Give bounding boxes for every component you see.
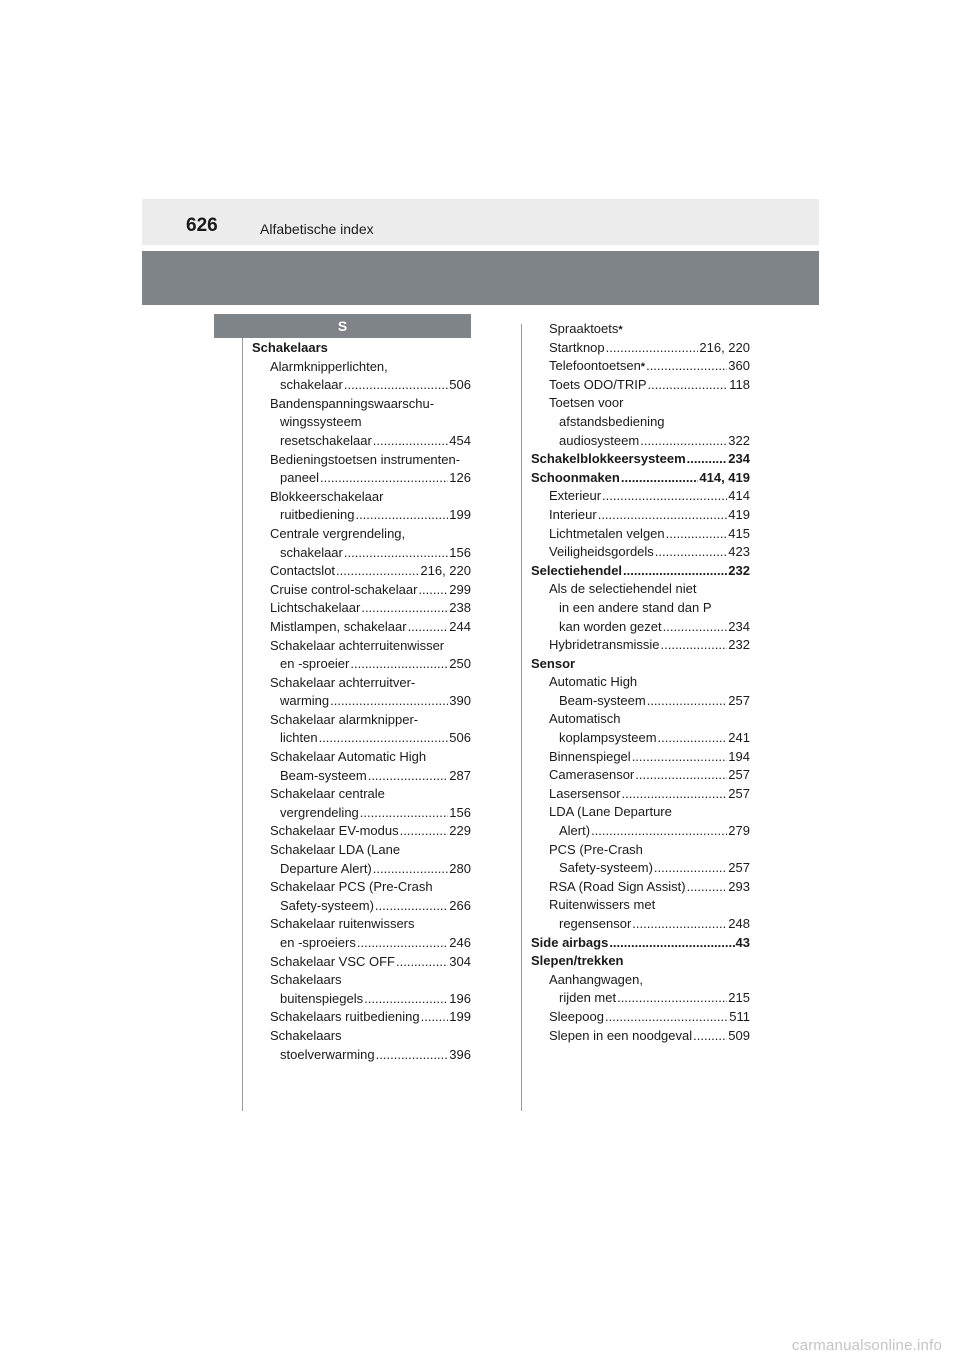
section-letter-tab: S (214, 314, 471, 338)
index-entry-term: Startknop (549, 339, 605, 355)
header-bar (142, 199, 819, 245)
index-entry (531, 841, 750, 860)
index-entry (252, 767, 471, 786)
index-entry (252, 339, 471, 358)
index-entry-page: 293 (728, 878, 750, 894)
index-entry (252, 953, 471, 972)
index-entry-page: 322 (728, 432, 750, 448)
index-entry (252, 971, 471, 990)
index-entry-page: 257 (728, 860, 750, 876)
index-entry (252, 655, 471, 674)
index-entry (531, 878, 750, 897)
index-entry-term: schakelaar (280, 377, 343, 393)
index-entry-term: RSA (Road Sign Assist) (549, 878, 686, 894)
dot-leader (605, 1008, 728, 1027)
index-entry-page: 248 (728, 916, 750, 931)
index-entry (531, 710, 750, 729)
index-entry-term: Schakelaar LDA (Lane (270, 842, 401, 858)
middle-column-rule (521, 324, 522, 1111)
index-entry-term: Automatisch (549, 711, 621, 727)
dot-leader (350, 655, 448, 674)
dot-leader (609, 934, 734, 953)
index-entry: Spraaktoets * (531, 320, 750, 339)
index-entry-page: 299 (449, 581, 471, 597)
index-entry (531, 896, 750, 915)
index-entry-term: Lichtschakelaar (270, 600, 361, 616)
index-entry-term: regensensor (559, 916, 632, 931)
index-entry-page: 43 (735, 934, 750, 950)
index-entry (531, 673, 750, 692)
index-entry (252, 674, 471, 693)
index-entry-term: Veiligheidsgordels (549, 544, 654, 560)
index-entry-term: Interieur (549, 506, 597, 522)
index-entry (252, 990, 471, 1009)
index-entry-term: Beam-systeem (559, 692, 646, 708)
index-entry-page: 279 (728, 823, 750, 839)
index-entry-term: Schakelaars (252, 340, 328, 355)
index-entry-term: Schakelaar achterruitenwisser (270, 637, 445, 653)
index-entry (252, 581, 471, 600)
index-entry-term: Contactslot (270, 563, 336, 579)
dot-leader (421, 1008, 449, 1027)
index-entry-term: paneel (280, 470, 320, 486)
index-entry-term: Schakelblokkeersysteem (531, 451, 686, 467)
index-entry (252, 785, 471, 804)
dot-leader (661, 636, 728, 655)
page-number: 626 (186, 215, 218, 236)
index-entry-term: Lasersensor (549, 785, 621, 801)
dot-leader (598, 506, 728, 525)
index-entry (531, 487, 750, 506)
index-entry (252, 618, 471, 637)
index-entry-page: 304 (449, 953, 471, 969)
index-entry (531, 785, 750, 804)
index-entry-term: Centrale vergrendeling, (270, 525, 406, 541)
index-entry-page: 156 (449, 544, 471, 560)
index-entry (252, 860, 471, 879)
index-entry-term: Toets ODO/TRIP (549, 376, 647, 392)
index-entry-page: 511 (729, 1008, 750, 1024)
index-entry-page: 506 (449, 377, 471, 393)
index-entry-term: Schakelaar Automatic High (270, 749, 427, 765)
index-entry-term: Bedieningstoetsen instrumenten- (270, 451, 461, 467)
index-entry-term: PCS (Pre-Crash (549, 841, 643, 857)
index-entry-term: ruitbediening (280, 507, 355, 523)
index-entry (252, 451, 471, 470)
dot-leader (357, 934, 448, 953)
dot-leader (617, 989, 727, 1008)
dot-leader (658, 729, 728, 748)
index-entry-term: Toetsen voor (549, 395, 624, 411)
index-entry-page: 156 (449, 804, 471, 820)
index-entry (531, 413, 750, 432)
dot-leader (654, 859, 727, 878)
dot-leader (361, 599, 448, 618)
index-entry-page: 194 (728, 748, 750, 764)
dot-leader (400, 822, 449, 841)
index-entry-page: 414 (728, 488, 750, 504)
index-entry-page: 257 (728, 767, 750, 783)
dot-leader (648, 376, 729, 395)
index-entry (531, 952, 750, 971)
section-band (142, 251, 819, 305)
index-entry-term: afstandsbediening (559, 413, 665, 429)
index-entry-term: rijden met (559, 990, 617, 1006)
dot-leader (344, 376, 448, 395)
index-entry (531, 934, 750, 953)
index-entry-term: buitenspiegels (280, 990, 364, 1006)
index-entry (252, 488, 471, 507)
index-entry (252, 637, 471, 656)
index-entry-term: Beam-systeem (280, 767, 367, 783)
index-entry (252, 934, 471, 953)
index-entry-term: in een andere stand dan P (559, 599, 712, 615)
index-entry (252, 822, 471, 841)
index-entry (531, 859, 750, 878)
index-entry (252, 599, 471, 618)
dot-leader (632, 748, 728, 767)
index-entry-page: 196 (449, 990, 471, 1006)
dot-leader (621, 469, 699, 488)
index-entry-page: 126 (449, 470, 471, 486)
index-entry-page: 118 (729, 376, 750, 392)
index-entry (531, 915, 750, 934)
dot-leader (591, 822, 727, 841)
index-entry-page: 419 (728, 506, 750, 522)
index-entry-page: 199 (449, 1009, 471, 1025)
index-entry-page: 229 (449, 823, 471, 839)
index-entry-page: 266 (449, 897, 471, 913)
index-entry (531, 766, 750, 785)
dot-leader (693, 1027, 727, 1046)
index-entry-page: 216, 220 (699, 339, 750, 355)
index-entry-term: Telefoontoetsen (549, 358, 641, 374)
index-entry (531, 525, 750, 544)
index-entry-term: warming (280, 693, 330, 709)
index-entry-term: Camerasensor (549, 767, 635, 783)
index-entry-page: 246 (449, 935, 471, 950)
index-entry (531, 580, 750, 599)
left-column-rule (242, 338, 243, 1111)
index-entry (252, 1027, 471, 1046)
index-entry-term: Side airbags (531, 934, 609, 950)
index-entry-page: 234 (728, 451, 750, 467)
dot-leader (319, 729, 449, 748)
index-entry (531, 1008, 750, 1027)
watermark-logo: carmanualsonline.info (791, 1337, 942, 1354)
index-entry-page: 215 (728, 990, 750, 1006)
index-entry (252, 748, 471, 767)
dot-leader (373, 432, 449, 451)
index-entry-term: lichten (280, 730, 318, 746)
dot-leader (373, 860, 449, 879)
index-entry (252, 1046, 471, 1065)
index-entry-term: Schakelaar alarmknipper- (270, 711, 419, 727)
index-column-right (531, 320, 750, 1045)
dot-leader (418, 581, 448, 600)
index-entry-page: 454 (449, 432, 471, 448)
index-entry-term: Schakelaar centrale (270, 786, 385, 802)
index-entry (252, 562, 471, 581)
index-entry (531, 655, 750, 674)
index-entry (252, 432, 471, 451)
dot-leader (355, 506, 448, 525)
index-entry-page: 280 (449, 860, 471, 876)
index-entry (252, 711, 471, 730)
dot-leader (344, 544, 448, 563)
index-entry-term: Schakelaars ruitbediening (270, 1009, 420, 1025)
index-entry-page: 232 (728, 637, 750, 653)
index-entry-term: Lichtmetalen velgen (549, 525, 665, 541)
index-entry (531, 562, 750, 581)
index-entry-term: Schakelaars (270, 972, 342, 988)
dot-leader (376, 1046, 449, 1065)
index-entry (252, 804, 471, 823)
dot-leader (375, 897, 448, 916)
index-entry-page: 287 (449, 767, 471, 783)
index-entry-page: 241 (728, 730, 750, 746)
page-title: Alfabetische index (260, 221, 374, 237)
index-entry-term: Mistlampen, schakelaar (270, 618, 407, 634)
dot-leader (640, 432, 727, 451)
index-entry (252, 525, 471, 544)
index-entry-term: Departure Alert) (280, 860, 372, 876)
index-entry (252, 841, 471, 860)
dot-leader (646, 357, 727, 376)
index-entry-term: Schakelaar PCS (Pre-Crash (270, 879, 433, 895)
index-entry-term: Slepen in een noodgeval (549, 1027, 693, 1043)
index-entry-term: wingssysteem (280, 414, 362, 430)
index-entry (531, 599, 750, 618)
index-entry-term: Safety-systeem) (280, 897, 374, 913)
index-entry-term: Schoonmaken (531, 469, 620, 485)
dot-leader (687, 878, 728, 897)
index-entry-term: kan worden gezet (559, 618, 662, 634)
index-entry-term: Schakelaar achterruitver- (270, 674, 416, 690)
index-entry (531, 989, 750, 1008)
dot-leader (663, 618, 728, 637)
index-entry-page: 199 (449, 507, 471, 523)
dot-leader (396, 953, 448, 972)
index-entry-term: Exterieur (549, 488, 602, 504)
index-entry (252, 878, 471, 897)
index-entry-term: Safety-systeem) (559, 860, 653, 876)
index-entry (252, 469, 471, 488)
index-entry (252, 915, 471, 934)
index-entry-term: vergrendeling (280, 804, 359, 820)
index-entry-term: Spraaktoets (549, 321, 619, 336)
dot-leader (622, 785, 728, 804)
index-entry-page: 360 (728, 358, 750, 374)
dot-leader (635, 766, 727, 785)
index-entry-page: 423 (728, 544, 750, 560)
index-entry-page: 232 (728, 562, 750, 578)
index-entry (531, 376, 750, 395)
index-entry-term: Sleepoog (549, 1008, 604, 1024)
index-entry-term: Schakelaar EV-modus (270, 823, 399, 839)
index-entry-term: Schakelaars (270, 1027, 342, 1043)
index-entry (252, 395, 471, 414)
index-entry (531, 822, 750, 841)
index-entry-term: Ruitenwissers met (549, 897, 656, 913)
index-entry-term: stoelverwarming (280, 1046, 375, 1062)
index-entry-page: 257 (728, 785, 750, 801)
index-entry (252, 729, 471, 748)
index-entry-term: resetschakelaar (280, 432, 372, 448)
index-entry (531, 450, 750, 469)
index-entry (531, 394, 750, 413)
dot-leader (655, 543, 728, 562)
index-entry-term: Schakelaar VSC OFF (270, 953, 395, 969)
index-entry (252, 544, 471, 563)
index-entry-term: koplampsysteem (559, 730, 657, 746)
index-entry-page: 250 (449, 656, 471, 672)
index-entry-term: Automatic High (549, 674, 638, 690)
index-entry-page: 509 (728, 1027, 750, 1043)
index-entry-term: Blokkeerschakelaar (270, 488, 384, 504)
index-entry (252, 692, 471, 711)
index-entry-term: Cruise control-schakelaar (270, 581, 418, 597)
dot-leader (666, 525, 728, 544)
index-entry-term: Alert) (559, 823, 591, 839)
index-entry (531, 636, 750, 655)
index-entry-page: 216, 220 (420, 563, 471, 579)
index-entry-page: 390 (449, 693, 471, 709)
index-entry (252, 413, 471, 432)
index-entry (252, 358, 471, 377)
dot-leader (364, 990, 448, 1009)
index-entry-page: 414, 419 (699, 469, 750, 485)
dot-leader (330, 692, 448, 711)
index-entry-term: schakelaar (280, 544, 343, 560)
index-entry (531, 339, 750, 358)
index-entry-term: Bandenspanningswaarschu- (270, 395, 435, 411)
index-entry-page: 257 (728, 692, 750, 708)
index-entry (252, 506, 471, 525)
index-entry-term: audiosysteem (559, 432, 640, 448)
index-entry-term: Als de selectiehendel niet (549, 581, 697, 597)
dot-leader (368, 767, 449, 786)
index-entry (252, 1008, 471, 1027)
index-entry (252, 897, 471, 916)
index-entry (531, 803, 750, 822)
index-entry-page: 415 (728, 525, 750, 541)
index-entry-term: Sensor (531, 655, 576, 671)
dot-leader (336, 562, 419, 581)
index-entry-term: en -sproeiers (280, 935, 356, 950)
index-entry (531, 543, 750, 562)
index-entry-term: Selectiehendel (531, 562, 623, 578)
index-entry: Telefoontoetsen * ..... 360 (531, 357, 750, 376)
dot-leader (687, 450, 728, 469)
index-entry-page: 244 (449, 618, 471, 634)
index-entry (531, 971, 750, 990)
index-entry (531, 692, 750, 711)
index-entry-term: LDA (Lane Departure (549, 804, 672, 820)
index-entry-term: Slepen/trekken (531, 953, 624, 969)
index-entry-page: 238 (449, 600, 471, 616)
index-entry-page: 234 (728, 618, 750, 634)
index-entry-page: 396 (449, 1046, 471, 1062)
index-entry-term: Alarmknipperlichten, (270, 358, 388, 374)
dot-leader (647, 692, 728, 711)
index-entry-term: Schakelaar ruitenwissers (270, 916, 415, 932)
index-entry (531, 618, 750, 637)
index-entry-term: en -sproeier (280, 656, 350, 672)
index-entry-page: 506 (449, 730, 471, 746)
dot-leader (623, 562, 727, 581)
index-entry (531, 1027, 750, 1046)
index-entry-term: Aanhangwagen, (549, 971, 643, 987)
dot-leader (632, 915, 727, 934)
dot-leader (602, 487, 727, 506)
index-entry (531, 432, 750, 451)
index-entry (531, 729, 750, 748)
dot-leader (606, 339, 699, 358)
index-entry-term: Binnenspiegel (549, 748, 631, 764)
dot-leader (320, 469, 448, 488)
index-column-left (252, 339, 471, 1064)
index-entry (531, 469, 750, 488)
dot-leader (408, 618, 449, 637)
index-entry-term: Hybridetransmissie (549, 637, 660, 653)
dot-leader (360, 804, 449, 823)
index-entry (531, 506, 750, 525)
index-entry (252, 376, 471, 395)
index-entry (531, 748, 750, 767)
